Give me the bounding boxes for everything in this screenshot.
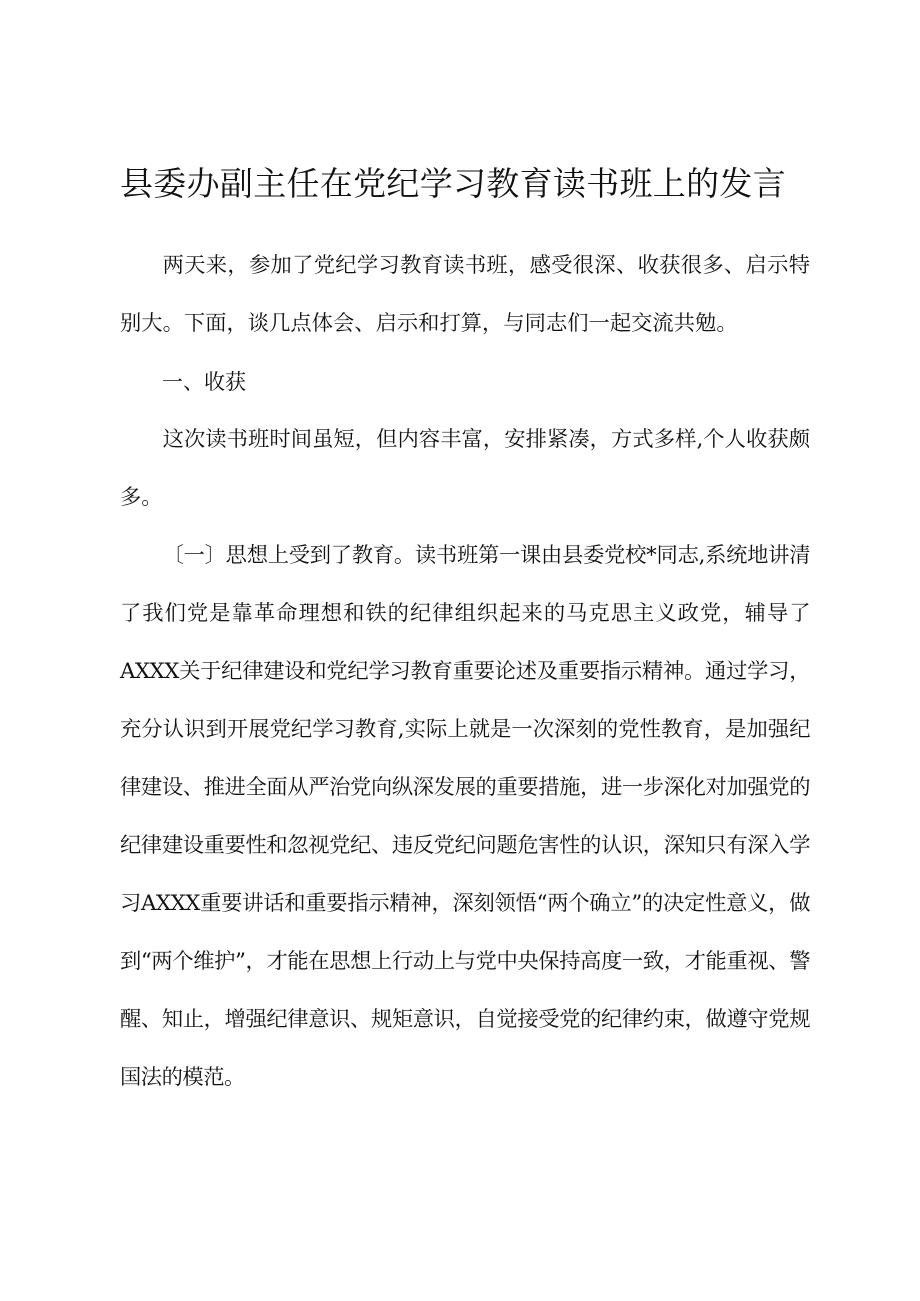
section-heading-gains: 一、收获 — [162, 370, 246, 394]
paragraph-thought-education: 〔一〕思想上受到了教育。读书班第一课由县委党校*同志,系统地讲清了我们党是靠革命理想和铁的纪律组织起来的马克思主义政党，辅导了AXXX关于纪律建设和党纪学习教育重要论述及重要指示精神。通过学习，充分认识到开展党纪学习教育,实际上就是一次深刻的党性教育，是加强纪律建设、推进全面从严治党向纵深发展的重要措施，进一步深化对加强党的纪律建设重要性和忽视党纪、违反党纪问题危害性的认识，深知只有深入学习AXXX重要讲话和重要指示精神，深刻领悟“两个确立”的决定性意义，做到“两个维护”，才能在思想上行动上与党中央保持高度一致，才能重视、警醒、知止，增强纪律意识、规矩意识，自觉接受党的纪律约束，做遵守党规国法的模范。 — [120, 543, 810, 1090]
paragraph-intro: 两天来，参加了党纪学习教育读书班，感受很深、收获很多、启示特别大。下面，谈几点体会、启示和打算，与同志们一起交流共勉。 — [120, 253, 810, 336]
paragraph-summary: 这次读书班时间虽短，但内容丰富，安排紧凑，方式多样,个人收获颇多。 — [120, 427, 810, 510]
document-body — [120, 237, 810, 1107]
document-title: 县委办副主任在党纪学习教育读书班上的发言 — [120, 164, 786, 203]
